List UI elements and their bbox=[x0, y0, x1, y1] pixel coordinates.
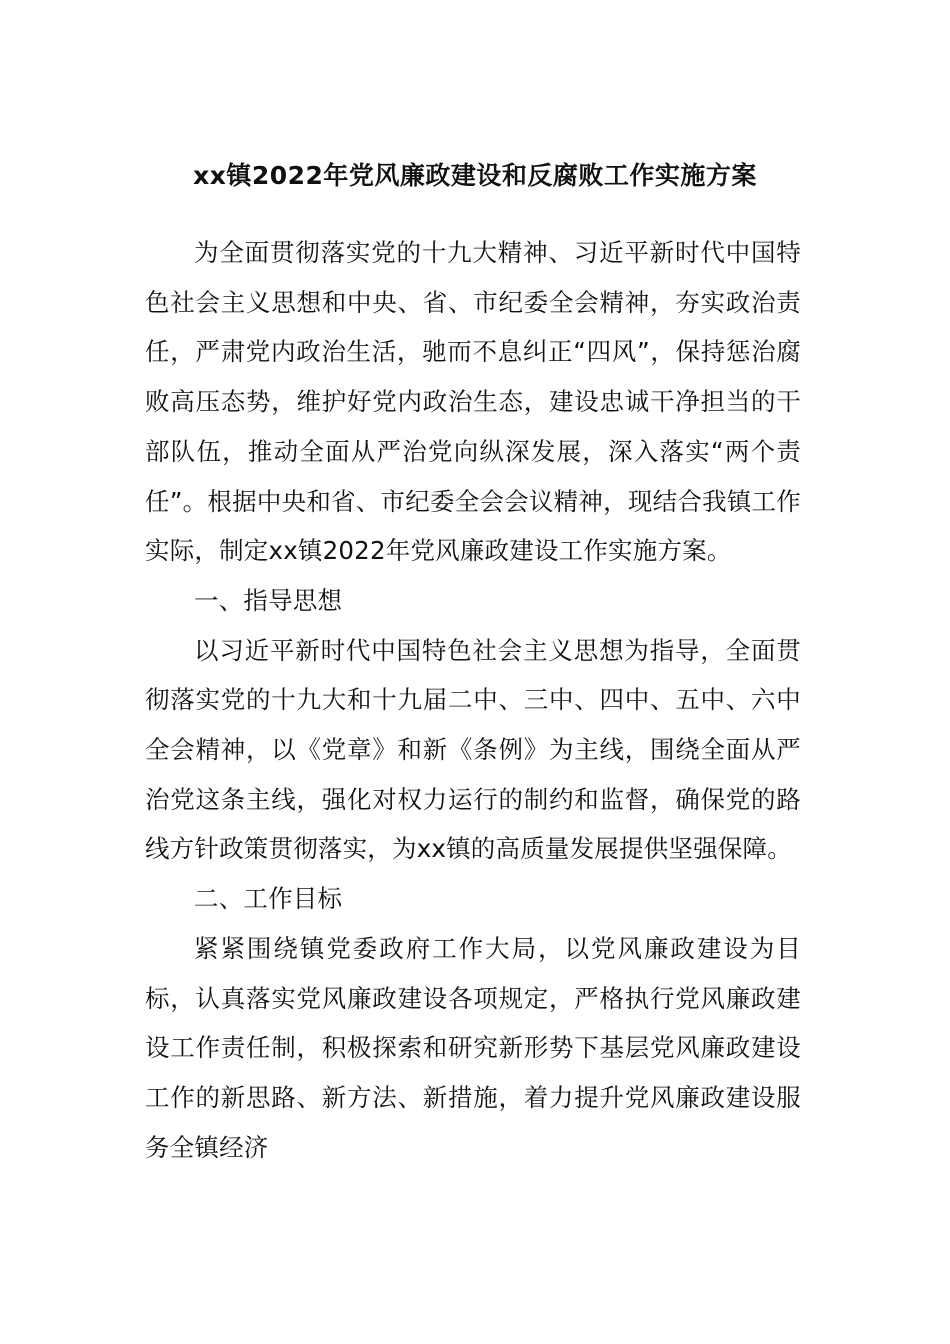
section-heading-work-goals: 二、工作目标 bbox=[194, 884, 343, 914]
guiding-ideology-paragraph: 以习近平新时代中国特色社会主义思想为指导，全面贯彻落实党的十九大和十九届二中、三中、四中、五中、六中全会精神，以《党章》和新《条例》为主线，围绕全面从严治党这条主线，强化对权力运行的制约和监督，确保党的路线方针政策贯彻落实，为xx镇的高质量发展提供坚强保障。 bbox=[145, 635, 801, 864]
document-body bbox=[145, 228, 801, 1172]
document-title: xx镇2022年党风廉政建设和反腐败工作实施方案 bbox=[193, 161, 757, 190]
section-heading-guiding-ideology: 一、指导思想 bbox=[194, 585, 343, 615]
intro-paragraph: 为全面贯彻落实党的十九大精神、习近平新时代中国特色社会主义思想和中央、省、市纪委全会精神，夯实政治责任，严肃党内政治生活，驰而不息纠正“四风”，保持惩治腐败高压态势，维护好党内政治生态，建设忠诚干净担当的干部队伍，推动全面从严治党向纵深发展，深入落实“两个责任”。根据中央和省、市纪委全会会议精神，现结合我镇工作实际，制定xx镇2022年党风廉政建设工作实施方案。 bbox=[145, 238, 801, 566]
work-goals-paragraph: 紧紧围绕镇党委政府工作大局，以党风廉政建设为目标，认真落实党风廉政建设各项规定，严格执行党风廉政建设工作责任制，积极探索和研究新形势下基层党风廉政建设工作的新思路、新方法、新措施，着力提升党风廉政建设服务全镇经济 bbox=[145, 933, 801, 1162]
